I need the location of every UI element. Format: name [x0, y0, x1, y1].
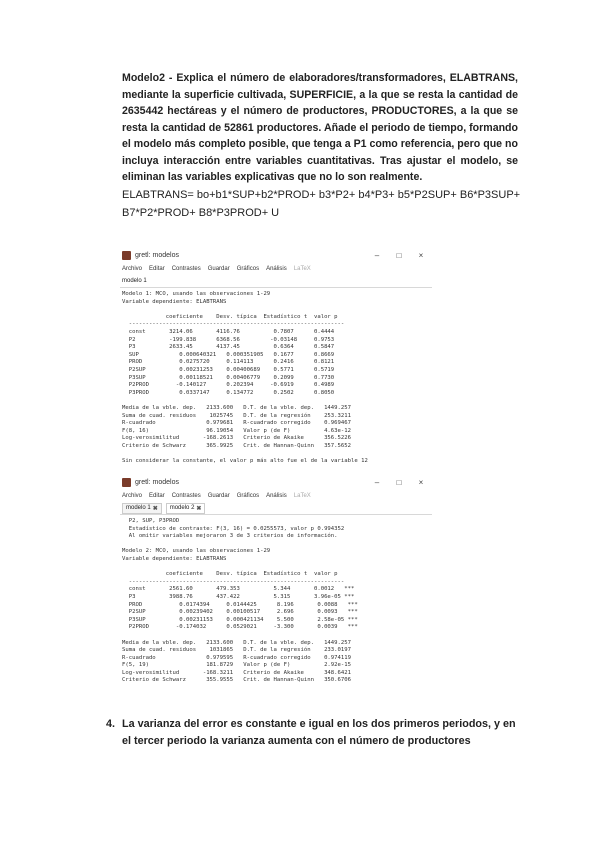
menu-contrastes[interactable]: Contrastes	[171, 266, 201, 272]
close-button[interactable]: ×	[418, 477, 424, 487]
maximize-button[interactable]: □	[396, 250, 402, 260]
tab-modelo-2[interactable]	[166, 503, 206, 514]
menu-latex[interactable]: LaTeX	[293, 493, 311, 499]
menu-graficos[interactable]: Gráficos	[236, 493, 260, 499]
window-titlebar	[120, 247, 432, 263]
menu-analisis[interactable]: Análisis	[266, 266, 287, 272]
menu-archivo[interactable]: Archivo	[122, 493, 143, 499]
tab-bar	[120, 275, 432, 287]
menu-bar	[120, 263, 432, 275]
tab-modelo-1[interactable]: modelo 1	[122, 278, 147, 284]
window-title: gretl: modelos	[135, 478, 179, 486]
menu-bar	[120, 490, 432, 502]
tab-label: modelo 2	[169, 505, 195, 511]
menu-guardar[interactable]: Guardar	[207, 493, 230, 499]
model2-output: P2, SUP, P3PROD Estadístico de contraste: F(3, 16) = 0.0255573, valor p 0.994352 Al omitir variables mejoraron 3 de 3 criterios de información. Modelo 2: MCO, usando las observaciones 1-29 Variable dependiente: ELABTRANS coeficiente Desv. típica Estadístico t valor p ---------------------------------------------------------------- const 2561.60 479.353 5.344 0.0012 *** P3 3988.76 437.422 5.315 3.96e-05 *** PROD 0.0174394 0.0144425 8.196 0.0088 *** P2SUP 0.00239402 0.00100517 2.696 0.0093 *** P3SUP 0.00231153 0.000421134 5.500 2.58e-05 *** P2PROD -0.174032 0.0529021 -3.300 0.0039 *** Media de la vble. dep. 2133.600 D.T. de la vble. dep. 1449.257 Suma de cuad. residuos 1031865 D.T. de la regresión 233.0197 R-cuadrado 0.979595 R-cuadrado corregido 0.974119 F(5, 19) 181.8729 Valor p (de F) 2.92e-15 Log-verosimilitud -168.3211 Criterio de Akaike 348.6421 Criterio de Schwarz 355.9555 Crit. de Hannan-Quinn 350.6706	[122, 518, 358, 684]
question-paragraph: Modelo2 - Explica el número de elaboradores/transformadores, ELABTRANS, mediante la superficie cultivada, SUPERFICIE, a la que se resta la cantidad de 2635442 hectáreas y el número de productores, PRODUCTORES, a la que se resta la cantidad de 52861 productores. Añade el periodo de tiempo, formando el modelo más completo posible, que tenga a P1 como referencia, pero que no incluya interacción entre variables cuantitativas. Tras ajustar el modelo, se eliminan las variables explicativas que no lo son realmente.	[122, 72, 518, 183]
tab-close-icon[interactable]: ✖	[152, 505, 158, 512]
tab-modelo-1[interactable]	[122, 503, 162, 514]
maximize-button[interactable]: □	[396, 477, 402, 487]
gretl-app-icon	[122, 251, 131, 260]
menu-graficos[interactable]: Gráficos	[236, 266, 260, 272]
menu-archivo[interactable]: Archivo	[122, 266, 143, 272]
menu-guardar[interactable]: Guardar	[207, 266, 230, 272]
minimize-button[interactable]: –	[374, 477, 380, 487]
close-button[interactable]: ×	[418, 250, 424, 260]
gretl-app-icon	[122, 478, 131, 487]
window-title: gretl: modelos	[135, 251, 179, 259]
tab-label: modelo 1	[126, 505, 151, 511]
menu-analisis[interactable]: Análisis	[266, 493, 287, 499]
item-number: 4.	[106, 718, 116, 730]
output-panel	[120, 514, 432, 685]
output-panel	[120, 287, 432, 466]
item-text: La varianza del error es constante e igual en los dos primeros periodos, y en el tercer periodo la varianza aumenta con el número de productores	[122, 718, 516, 747]
window-titlebar	[120, 474, 432, 490]
gretl-window-model1	[120, 247, 432, 469]
numbered-item-4	[106, 716, 526, 749]
menu-contrastes[interactable]: Contrastes	[171, 493, 201, 499]
menu-latex[interactable]: LaTeX	[293, 266, 311, 272]
model1-output: Modelo 1: MCO, usando las observaciones 1-29 Variable dependiente: ELABTRANS coeficiente Desv. típica Estadístico t valor p ---------------------------------------------------------------- const 3214.06 4116.76 0.7807 0.4444 P2 -199.838 6368.56 -0.03148 0.9753 P3 2633.45 4137.45 0.6364 0.5847 SUP 0.000640321 0.000351905 0.1677 0.8669 PROD 0.0275720 0.114113 0.2416 0.8121 P2SUP 0.00231253 0.00400689 0.5771 0.5719 P3SUP 0.00118521 0.00406779 0.2099 0.7730 P2PROD -0.140127 0.202394 -0.6919 0.4989 P3PROD 0.0337147 0.134772 0.2502 0.8050 Media de la vble. dep. 2133.600 D.T. de la vble. dep. 1449.257 Suma de cuad. residuos 1025745 D.T. de la regresión 253.3211 R-cuadrado 0.979681 R-cuadrado corregido 0.969467 F(8, 16) 96.19054 Valor p (de F) 4.63e-12 Log-verosimilitud -168.2613 Criterio de Akaike 356.5226 Criterio de Schwarz 365.9925 Crit. de Hannan-Quinn 357.5652 Sin considerar la constante, el valor p más alto fue el de la variable 12	[122, 291, 368, 465]
gretl-window-model2	[120, 474, 432, 690]
model-formula: ELABTRANS= bo+b1*SUP+b2*PROD+ b3*P2+ b4*P3+ b5*P2SUP+ B6*P3SUP+ B7*P2*PROD+ B8*P3PROD+ U	[122, 189, 521, 219]
tab-close-icon[interactable]: ✖	[196, 505, 202, 512]
tab-bar	[120, 502, 432, 514]
menu-editar[interactable]: Editar	[149, 493, 165, 499]
menu-editar[interactable]: Editar	[149, 266, 165, 272]
minimize-button[interactable]: –	[374, 250, 380, 260]
